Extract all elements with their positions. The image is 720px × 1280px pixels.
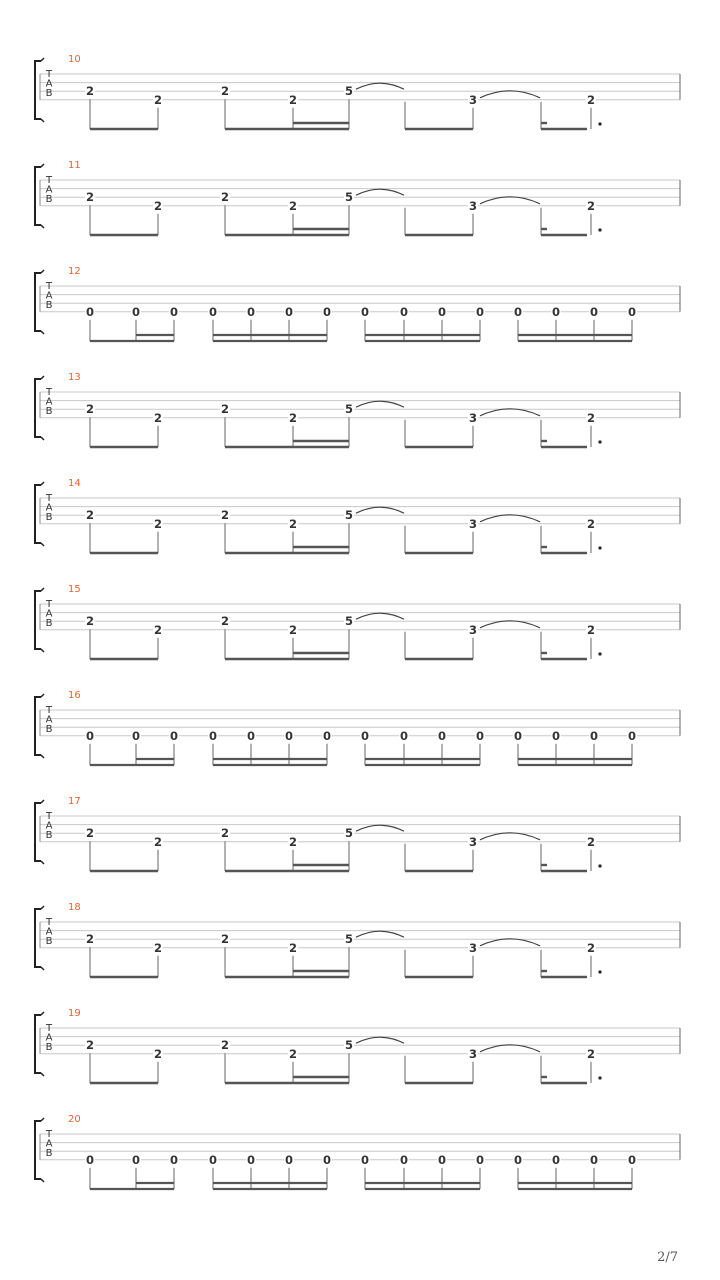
tie <box>480 939 540 946</box>
tie <box>356 1037 404 1043</box>
bracket-hook-bottom <box>41 1179 44 1182</box>
fret-number: 0 <box>360 304 370 319</box>
bracket-hook-bottom <box>41 437 44 440</box>
tab-clef-letter: B <box>45 300 53 311</box>
fret-number: 0 <box>208 728 218 743</box>
tab-clef-letter: A <box>45 78 53 90</box>
tab-clef-letter: B <box>45 512 53 523</box>
tab-clef-letter: T <box>45 69 53 80</box>
fret-number: 2 <box>586 622 596 637</box>
bracket-hook-top <box>41 376 44 379</box>
augmentation-dot <box>598 970 601 973</box>
fret-number: 2 <box>586 940 596 955</box>
fret-number: 2 <box>153 92 163 107</box>
fret-number: 0 <box>437 304 447 319</box>
tie <box>356 613 404 619</box>
bracket-hook-bottom <box>41 225 44 228</box>
fret-number: 0 <box>627 728 637 743</box>
fret-number: 0 <box>627 1152 637 1167</box>
bracket-hook-bottom <box>41 861 44 864</box>
fret-number: 5 <box>344 826 354 841</box>
fret-number: 0 <box>437 1152 447 1167</box>
fret-number: 3 <box>468 410 478 425</box>
fret-number: 0 <box>246 304 256 319</box>
tie <box>356 189 404 195</box>
measure-number: 17 <box>68 796 81 807</box>
fret-number: 2 <box>288 1046 298 1061</box>
tab-clef-letter: B <box>45 830 53 841</box>
fret-number: 0 <box>322 304 332 319</box>
bracket-hook-top <box>41 588 44 591</box>
fret-number: 2 <box>85 614 95 629</box>
augmentation-dot <box>598 440 601 443</box>
fret-number: 2 <box>153 1046 163 1061</box>
tab-clef-letter: B <box>45 724 53 735</box>
fret-number: 2 <box>85 84 95 99</box>
tab-system <box>35 266 680 341</box>
measure-number: 19 <box>68 1008 81 1019</box>
tab-system <box>35 1114 680 1189</box>
fret-number: 0 <box>475 304 485 319</box>
fret-number: 0 <box>627 304 637 319</box>
tie <box>480 1045 540 1052</box>
fret-number: 2 <box>220 402 230 417</box>
fret-number: 2 <box>220 84 230 99</box>
fret-number: 0 <box>246 728 256 743</box>
fret-number: 0 <box>360 1152 370 1167</box>
fret-number: 0 <box>589 1152 599 1167</box>
fret-number: 2 <box>153 410 163 425</box>
tie <box>356 825 404 831</box>
bracket-hook-top <box>41 906 44 909</box>
fret-number: 0 <box>131 728 141 743</box>
tab-clef-letter: T <box>45 599 53 610</box>
fret-number: 2 <box>220 932 230 947</box>
fret-number: 5 <box>344 508 354 523</box>
fret-number: 0 <box>551 728 561 743</box>
fret-number: 0 <box>169 728 179 743</box>
bracket-hook-top <box>41 164 44 167</box>
fret-number: 0 <box>284 728 294 743</box>
tie <box>480 409 540 416</box>
augmentation-dot <box>598 652 601 655</box>
fret-number: 5 <box>344 84 354 99</box>
fret-number: 2 <box>153 516 163 531</box>
bracket-hook-top <box>41 1012 44 1015</box>
bracket-hook-top <box>41 1118 44 1121</box>
fret-number: 2 <box>85 826 95 841</box>
tab-clef-letter: B <box>45 618 53 629</box>
fret-number: 2 <box>586 92 596 107</box>
tab-clef-letter: A <box>45 926 53 938</box>
tab-system <box>35 796 680 871</box>
fret-number: 3 <box>468 516 478 531</box>
fret-number: 2 <box>288 92 298 107</box>
fret-number: 2 <box>220 1038 230 1053</box>
bracket-hook-top <box>41 270 44 273</box>
tab-clef-letter: A <box>45 1138 53 1150</box>
fret-number: 0 <box>131 304 141 319</box>
tab-clef-letter: T <box>45 281 53 292</box>
fret-number: 2 <box>220 826 230 841</box>
augmentation-dot <box>598 122 601 125</box>
fret-number: 2 <box>220 508 230 523</box>
fret-number: 2 <box>586 410 596 425</box>
fret-number: 2 <box>85 1038 95 1053</box>
tie <box>480 197 540 204</box>
fret-number: 2 <box>288 198 298 213</box>
bracket-hook-top <box>41 800 44 803</box>
fret-number: 5 <box>344 932 354 947</box>
tab-system <box>35 584 680 659</box>
tab-clef-letter: A <box>45 184 53 196</box>
fret-number: 0 <box>399 304 409 319</box>
fret-number: 2 <box>288 940 298 955</box>
tab-clef-letter: A <box>45 820 53 832</box>
tie <box>480 91 540 98</box>
fret-number: 3 <box>468 622 478 637</box>
fret-number: 3 <box>468 1046 478 1061</box>
augmentation-dot <box>598 546 601 549</box>
bracket-hook-bottom <box>41 755 44 758</box>
tab-clef-letter: A <box>45 502 53 514</box>
fret-number: 0 <box>589 304 599 319</box>
bracket-hook-bottom <box>41 649 44 652</box>
tab-clef-letter: B <box>45 194 53 205</box>
tie <box>480 621 540 628</box>
fret-number: 2 <box>586 834 596 849</box>
tab-clef-letter: A <box>45 396 53 408</box>
tab-clef-letter: B <box>45 936 53 947</box>
tab-clef-letter: T <box>45 705 53 716</box>
fret-number: 2 <box>288 622 298 637</box>
tab-clef-letter: A <box>45 290 53 302</box>
tab-clef-letter: A <box>45 714 53 726</box>
fret-number: 2 <box>586 1046 596 1061</box>
fret-number: 5 <box>344 402 354 417</box>
fret-number: 3 <box>468 92 478 107</box>
fret-number: 3 <box>468 834 478 849</box>
augmentation-dot <box>598 864 601 867</box>
fret-number: 2 <box>153 940 163 955</box>
tie <box>356 507 404 513</box>
fret-number: 0 <box>246 1152 256 1167</box>
measure-number: 11 <box>68 160 81 171</box>
tab-system <box>35 690 680 765</box>
fret-number: 0 <box>551 1152 561 1167</box>
tab-clef-letter: T <box>45 493 53 504</box>
measure-number: 14 <box>68 478 81 489</box>
fret-number: 2 <box>586 516 596 531</box>
tab-system <box>35 1008 680 1083</box>
fret-number: 2 <box>153 198 163 213</box>
fret-number: 5 <box>344 190 354 205</box>
tie <box>356 401 404 407</box>
fret-number: 2 <box>288 410 298 425</box>
bracket-hook-bottom <box>41 119 44 122</box>
augmentation-dot <box>598 1076 601 1079</box>
fret-number: 5 <box>344 1038 354 1053</box>
fret-number: 2 <box>288 834 298 849</box>
measure-number: 16 <box>68 690 81 701</box>
measure-number: 18 <box>68 902 81 913</box>
tab-system <box>35 902 680 977</box>
fret-number: 0 <box>85 728 95 743</box>
tab-system <box>35 372 680 447</box>
tie <box>480 515 540 522</box>
fret-number: 0 <box>85 304 95 319</box>
fret-number: 2 <box>153 834 163 849</box>
fret-number: 2 <box>153 622 163 637</box>
fret-number: 0 <box>85 1152 95 1167</box>
tie <box>356 931 404 937</box>
measure-number: 20 <box>68 1114 81 1125</box>
fret-number: 2 <box>288 516 298 531</box>
tab-system <box>35 478 680 553</box>
fret-number: 0 <box>284 1152 294 1167</box>
bracket-hook-top <box>41 482 44 485</box>
fret-number: 0 <box>284 304 294 319</box>
fret-number: 0 <box>513 304 523 319</box>
fret-number: 0 <box>475 1152 485 1167</box>
bracket-hook-bottom <box>41 543 44 546</box>
bracket-hook-top <box>41 58 44 61</box>
fret-number: 5 <box>344 614 354 629</box>
fret-number: 2 <box>85 932 95 947</box>
tab-clef-letter: B <box>45 406 53 417</box>
fret-number: 0 <box>360 728 370 743</box>
augmentation-dot <box>598 228 601 231</box>
measure-number: 10 <box>68 54 81 65</box>
bracket-hook-bottom <box>41 1073 44 1076</box>
fret-number: 0 <box>399 728 409 743</box>
tab-clef-letter: B <box>45 1042 53 1053</box>
tab-clef-letter: B <box>45 1148 53 1159</box>
bracket-hook-bottom <box>41 331 44 334</box>
fret-number: 0 <box>589 728 599 743</box>
tab-clef-letter: T <box>45 917 53 928</box>
tie <box>480 833 540 840</box>
fret-number: 2 <box>220 190 230 205</box>
fret-number: 2 <box>85 402 95 417</box>
bracket-hook-bottom <box>41 967 44 970</box>
fret-number: 2 <box>586 198 596 213</box>
fret-number: 0 <box>208 1152 218 1167</box>
measure-number: 13 <box>68 372 81 383</box>
fret-number: 0 <box>131 1152 141 1167</box>
fret-number: 0 <box>322 728 332 743</box>
bracket-hook-top <box>41 694 44 697</box>
fret-number: 0 <box>208 304 218 319</box>
fret-number: 2 <box>220 614 230 629</box>
fret-number: 3 <box>468 940 478 955</box>
tie <box>356 83 404 89</box>
fret-number: 0 <box>169 1152 179 1167</box>
tab-system <box>35 160 680 235</box>
fret-number: 0 <box>399 1152 409 1167</box>
fret-number: 2 <box>85 190 95 205</box>
tab-clef-letter: A <box>45 608 53 620</box>
tab-system <box>35 54 680 129</box>
fret-number: 0 <box>551 304 561 319</box>
fret-number: 0 <box>513 1152 523 1167</box>
page-number: 2/7 <box>657 1250 678 1265</box>
fret-number: 0 <box>475 728 485 743</box>
fret-number: 3 <box>468 198 478 213</box>
tab-clef-letter: T <box>45 387 53 398</box>
fret-number: 0 <box>169 304 179 319</box>
tab-clef-letter: T <box>45 175 53 186</box>
measure-number: 12 <box>68 266 81 277</box>
tab-clef-letter: T <box>45 1023 53 1034</box>
fret-number: 0 <box>437 728 447 743</box>
tab-clef-letter: T <box>45 811 53 822</box>
tab-clef-letter: T <box>45 1129 53 1140</box>
tab-clef-letter: A <box>45 1032 53 1044</box>
fret-number: 0 <box>513 728 523 743</box>
fret-number: 0 <box>322 1152 332 1167</box>
fret-number: 2 <box>85 508 95 523</box>
measure-number: 15 <box>68 584 81 595</box>
tab-clef-letter: B <box>45 88 53 99</box>
